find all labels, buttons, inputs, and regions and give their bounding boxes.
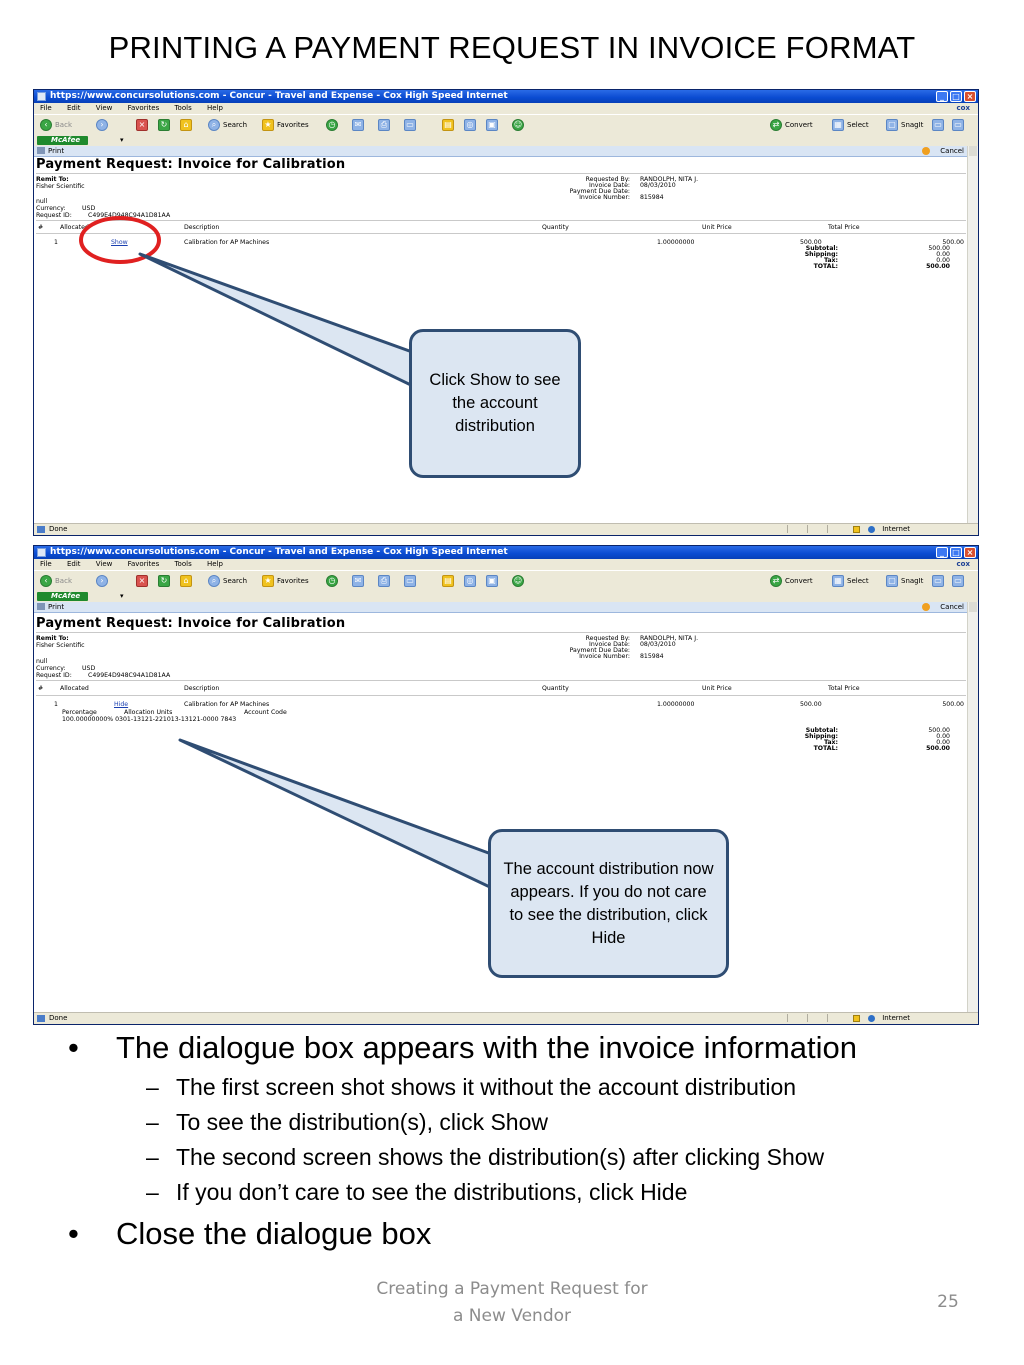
col-description: Description	[184, 224, 220, 231]
invoice-number-value: 815984	[640, 194, 664, 201]
back-arrow-icon: ‹	[40, 119, 52, 131]
due-date-label: Payment Due Date:	[569, 647, 630, 654]
shipping-label: Shipping:	[804, 251, 838, 258]
select-button[interactable]: ▦ Select	[832, 575, 869, 587]
refresh-button[interactable]	[158, 119, 170, 131]
invoice-number-value: 815984	[640, 653, 664, 660]
vendor-name: Fisher Scientific	[36, 642, 85, 649]
currency-value: USD	[82, 205, 96, 212]
line-quantity: 1.00000000	[657, 701, 695, 708]
forward-arrow-icon: ›	[96, 575, 108, 587]
line-description: Calibration for AP Machines	[184, 701, 270, 708]
subtotal-value: 500.00	[928, 245, 950, 252]
history-icon: ◷	[326, 119, 338, 131]
folder-icon: ▤	[442, 575, 454, 587]
cancel-icon	[922, 147, 930, 155]
null-text: null	[36, 198, 48, 205]
divider	[36, 680, 966, 681]
research-icon: ▣	[486, 119, 498, 131]
page-number: 25	[937, 1292, 959, 1312]
print-toolbar-button[interactable]	[378, 575, 390, 587]
snagit-window-button[interactable]	[932, 119, 944, 131]
home-button[interactable]	[180, 119, 192, 131]
research-icon: ▣	[486, 575, 498, 587]
invoice-date-label: Invoice Date:	[589, 641, 630, 648]
line-total-price: 500.00	[942, 701, 964, 708]
status-divider	[787, 1014, 788, 1022]
window-title: https://www.concursolutions.com - Concur - Travel and Expense - Cox High Speed Internet	[50, 547, 508, 557]
print-link[interactable]: Print	[48, 147, 65, 155]
menu-help[interactable]: Help	[206, 560, 223, 568]
research-button[interactable]	[486, 119, 498, 131]
footer-line-1: Creating a Payment Request for	[376, 1279, 648, 1299]
search-icon: ⌕	[208, 575, 220, 587]
favorites-button[interactable]: ★ Favorites	[262, 575, 309, 587]
people-button[interactable]	[512, 575, 524, 587]
close-button[interactable]: ×	[964, 547, 976, 558]
maximize-button[interactable]: □	[950, 91, 962, 102]
vertical-scrollbar[interactable]	[967, 602, 978, 1013]
status-done: Done	[49, 525, 68, 533]
total-label: TOTAL:	[813, 745, 838, 752]
mcafee-button[interactable]: McAfee	[37, 592, 88, 601]
callout-hide-text: The account distribution now appears. If you do not care to see the distribution, click Hide	[503, 859, 714, 947]
null-text: null	[36, 658, 48, 665]
window-icon: ▭	[932, 119, 944, 131]
tax-label: Tax:	[823, 257, 838, 264]
hide-link[interactable]: Hide	[114, 701, 129, 708]
dist-account-code-label: Account Code	[244, 709, 287, 716]
window-icon: ▭	[932, 575, 944, 587]
divider	[36, 632, 966, 633]
lock-icon	[853, 1015, 860, 1022]
invoice-title: Payment Request: Invoice for Calibration	[36, 616, 346, 631]
cox-logo: cox	[956, 560, 970, 568]
dist-percentage-label: Percentage	[62, 709, 97, 716]
menu-bar	[34, 559, 978, 570]
menu-tools[interactable]: Tools	[174, 560, 192, 568]
folder-button[interactable]	[442, 575, 454, 587]
page-icon	[37, 1015, 45, 1022]
col-description: Description	[184, 685, 220, 692]
bullet-main-2: • Close the dialogue box	[68, 1216, 432, 1251]
bullet-sub-4: – If you don’t care to see the distributions, click Hide	[146, 1179, 688, 1205]
col-num: #	[38, 224, 44, 231]
edit-icon: ▭	[404, 119, 416, 131]
command-bar	[34, 146, 978, 157]
vendor-name: Fisher Scientific	[36, 183, 85, 190]
folder-icon: ▤	[442, 119, 454, 131]
print-link[interactable]: Print	[48, 603, 65, 611]
bullet-dot: •	[68, 1216, 79, 1251]
edit-button[interactable]	[404, 575, 416, 587]
request-id-label: Request ID:	[36, 672, 72, 679]
snagit-icon: ▢	[886, 119, 898, 131]
invoice-number-label: Invoice Number:	[579, 194, 630, 201]
edit-button[interactable]	[404, 119, 416, 131]
mcafee-bar	[34, 135, 978, 146]
mail-button[interactable]	[352, 119, 364, 131]
star-icon: ★	[262, 119, 274, 131]
menu-file[interactable]: File	[40, 560, 52, 568]
line-unit-price: 500.00	[800, 239, 822, 246]
messenger-icon: ◎	[464, 119, 476, 131]
snagit-window-button[interactable]	[932, 575, 944, 587]
globe-icon	[868, 1015, 875, 1022]
bullet-sub-2: – To see the distribution(s), click Show	[146, 1109, 548, 1135]
request-id-value: C499E4D948C94A1D81AA	[88, 212, 171, 219]
convert-icon: ⇄	[770, 575, 782, 587]
convert-button[interactable]: ⇄ Convert	[770, 119, 813, 131]
shipping-value: 0.00	[936, 251, 950, 258]
due-date-label: Payment Due Date:	[569, 188, 630, 195]
requested-by-label: Requested By:	[585, 635, 630, 642]
slide-title: PRINTING A PAYMENT REQUEST IN INVOICE FORMAT	[108, 30, 916, 65]
bullet-sub-3: – The second screen shows the distribution(s) after clicking Show	[146, 1144, 825, 1170]
minimize-button[interactable]: _	[936, 547, 948, 558]
bullet-sub-1: – The first screen shot shows it without the account distribution	[146, 1074, 797, 1100]
line-num: 1	[54, 701, 58, 708]
printer-icon	[37, 603, 45, 610]
vertical-scrollbar[interactable]	[967, 146, 978, 524]
cancel-link[interactable]: Cancel	[940, 603, 964, 611]
shipping-label: Shipping:	[804, 733, 838, 740]
messenger-button[interactable]	[464, 575, 476, 587]
mcafee-bar	[34, 591, 978, 602]
refresh-icon: ↻	[158, 119, 170, 131]
select-button[interactable]: ▦ Select	[832, 119, 869, 131]
col-unit-price: Unit Price	[702, 224, 732, 231]
invoice-date-value: 08/03/2010	[640, 641, 676, 648]
status-divider	[827, 525, 828, 533]
lock-icon	[853, 526, 860, 533]
forward-arrow-icon: ›	[96, 119, 108, 131]
maximize-button[interactable]: □	[950, 547, 962, 558]
request-id-label: Request ID:	[36, 212, 72, 219]
back-arrow-icon: ‹	[40, 575, 52, 587]
home-icon: ⌂	[180, 575, 192, 587]
people-icon: ☺	[513, 576, 523, 585]
bullet-dot: •	[68, 1030, 79, 1065]
toolbar	[34, 570, 978, 592]
tax-value: 0.00	[936, 257, 950, 264]
print-toolbar-button[interactable]	[378, 119, 390, 131]
status-divider	[827, 1014, 828, 1022]
line-num: 1	[54, 239, 58, 246]
snagit-option-button[interactable]	[952, 119, 964, 131]
refresh-button[interactable]	[158, 575, 170, 587]
divider	[36, 233, 966, 234]
option-icon: ▭	[952, 575, 964, 587]
mail-icon: ✉	[352, 119, 364, 131]
ie-icon	[37, 548, 46, 557]
bullet-main-1: • The dialogue box appears with the invoice information	[68, 1030, 858, 1065]
cox-logo: cox	[956, 104, 970, 112]
minimize-button[interactable]: _	[936, 91, 948, 102]
line-quantity: 1.00000000	[657, 239, 695, 246]
line-unit-price: 500.00	[800, 701, 822, 708]
col-unit-price: Unit Price	[702, 685, 732, 692]
printer-icon: ⎙	[378, 119, 390, 131]
title-bar	[34, 546, 978, 559]
search-button[interactable]: ⌕ Search	[208, 575, 247, 587]
status-divider	[807, 1014, 808, 1022]
chevron-down-icon[interactable]: ▾	[120, 136, 124, 144]
printer-icon: ⎙	[378, 575, 390, 587]
bullet-dash: –	[146, 1179, 159, 1205]
menu-favorites[interactable]: Favorites	[127, 560, 160, 568]
stop-icon: ×	[136, 575, 148, 587]
divider	[36, 220, 966, 221]
back-button[interactable]: ‹ Back	[40, 119, 72, 131]
chevron-down-icon[interactable]: ▾	[120, 592, 124, 600]
currency-label: Currency:	[36, 665, 66, 672]
slide-footer	[352, 1276, 672, 1330]
convert-button[interactable]: ⇄ Convert	[770, 575, 813, 587]
printer-icon	[37, 147, 45, 154]
total-label: TOTAL:	[813, 263, 838, 270]
show-link[interactable]: Show	[111, 239, 128, 246]
folder-button[interactable]	[442, 119, 454, 131]
option-icon: ▭	[952, 119, 964, 131]
cancel-icon	[922, 603, 930, 611]
tax-value: 0.00	[936, 739, 950, 746]
col-num: #	[38, 685, 44, 692]
requested-by-label: Requested By:	[585, 176, 630, 183]
menu-view[interactable]: View	[95, 560, 113, 568]
refresh-icon: ↻	[158, 575, 170, 587]
currency-label: Currency:	[36, 205, 66, 212]
subtotal-label: Subtotal:	[805, 727, 838, 734]
mail-button[interactable]	[352, 575, 364, 587]
dist-row: 100.00000000% 0301-13121-221013-13121-0000 7843	[62, 716, 237, 723]
line-total-price: 500.00	[942, 239, 964, 246]
invoice-date-label: Invoice Date:	[589, 182, 630, 189]
star-icon: ★	[262, 575, 274, 587]
title-bar	[34, 90, 978, 103]
research-button[interactable]	[486, 575, 498, 587]
col-quantity: Quantity	[542, 224, 569, 231]
messenger-icon: ◎	[464, 575, 476, 587]
menu-view[interactable]: View	[95, 104, 113, 112]
tax-label: Tax:	[823, 739, 838, 746]
col-total-price: Total Price	[828, 224, 860, 231]
menu-bar	[34, 103, 978, 114]
col-quantity: Quantity	[542, 685, 569, 692]
window-title: https://www.concursolutions.com - Concur - Travel and Expense - Cox High Speed Internet	[50, 91, 508, 101]
col-total-price: Total Price	[828, 685, 860, 692]
invoice-title: Payment Request: Invoice for Calibration	[36, 157, 346, 172]
footer-line-2: a New Vendor	[452, 1306, 572, 1326]
snagit-button[interactable]: ▢ SnagIt	[886, 575, 923, 587]
select-icon: ▦	[832, 119, 844, 131]
mail-icon: ✉	[352, 575, 364, 587]
menu-file[interactable]: File	[40, 104, 52, 112]
divider	[36, 695, 966, 696]
requested-by-value: RANDOLPH, NITA J.	[640, 176, 699, 183]
history-button[interactable]	[326, 575, 338, 587]
snagit-icon: ▢	[886, 575, 898, 587]
callout-show-text: Click Show to see the account distribution	[429, 371, 561, 435]
shipping-value: 0.00	[936, 733, 950, 740]
back-button[interactable]: ‹ Back	[40, 575, 72, 587]
home-button[interactable]	[180, 575, 192, 587]
invoice-number-label: Invoice Number:	[579, 653, 630, 660]
status-zone: Internet	[882, 525, 910, 533]
close-button[interactable]: ×	[964, 91, 976, 102]
stop-button[interactable]	[136, 119, 148, 131]
edit-icon: ▭	[404, 575, 416, 587]
status-zone: Internet	[882, 1014, 910, 1022]
stop-icon: ×	[136, 119, 148, 131]
col-allocated: Allocated	[60, 224, 89, 231]
menu-edit[interactable]: Edit	[66, 104, 81, 112]
page-icon	[37, 526, 45, 533]
line-description: Calibration for AP Machines	[184, 239, 270, 246]
status-divider	[787, 525, 788, 533]
requested-by-value: RANDOLPH, NITA J.	[640, 635, 699, 642]
callout-hide	[488, 829, 729, 978]
globe-icon	[868, 526, 875, 533]
snagit-option-button[interactable]	[952, 575, 964, 587]
total-value: 500.00	[926, 745, 950, 752]
subtotal-value: 500.00	[928, 727, 950, 734]
bullet-dash: –	[146, 1109, 159, 1135]
mcafee-button[interactable]: McAfee	[37, 136, 88, 145]
forward-button[interactable]	[96, 575, 108, 587]
subtotal-label: Subtotal:	[805, 245, 838, 252]
status-done: Done	[49, 1014, 68, 1022]
currency-value: USD	[82, 665, 96, 672]
toolbar	[34, 114, 978, 136]
favorites-button[interactable]: ★ Favorites	[262, 119, 309, 131]
divider	[36, 173, 966, 174]
search-button[interactable]: ⌕ Search	[208, 119, 247, 131]
status-bar	[34, 1012, 978, 1024]
ie-icon	[37, 92, 46, 101]
request-id-value: C499E4D948C94A1D81AA	[88, 672, 171, 679]
remit-to-label: Remit To:	[36, 635, 69, 642]
menu-favorites[interactable]: Favorites	[127, 104, 160, 112]
status-divider	[807, 525, 808, 533]
stop-button[interactable]	[136, 575, 148, 587]
status-bar	[34, 523, 978, 535]
bullet-dash: –	[146, 1074, 159, 1100]
remit-to-label: Remit To:	[36, 176, 69, 183]
menu-tools[interactable]: Tools	[174, 104, 192, 112]
history-button[interactable]	[326, 119, 338, 131]
menu-help[interactable]: Help	[206, 104, 223, 112]
bullet-dash: –	[146, 1144, 159, 1170]
command-bar	[34, 602, 978, 613]
snagit-button[interactable]: ▢ SnagIt	[886, 119, 923, 131]
dist-allocation-units-label: Allocation Units	[124, 709, 173, 716]
home-icon: ⌂	[180, 119, 192, 131]
callout-show	[409, 329, 581, 478]
total-value: 500.00	[926, 263, 950, 270]
people-icon: ☺	[513, 120, 523, 129]
menu-edit[interactable]: Edit	[66, 560, 81, 568]
forward-button[interactable]	[96, 119, 108, 131]
select-icon: ▦	[832, 575, 844, 587]
cancel-link[interactable]: Cancel	[940, 147, 964, 155]
col-allocated: Allocated	[60, 685, 89, 692]
convert-icon: ⇄	[770, 119, 782, 131]
people-button[interactable]	[512, 119, 524, 131]
invoice-date-value: 08/03/2010	[640, 182, 676, 189]
messenger-button[interactable]	[464, 119, 476, 131]
search-icon: ⌕	[208, 119, 220, 131]
history-icon: ◷	[326, 575, 338, 587]
